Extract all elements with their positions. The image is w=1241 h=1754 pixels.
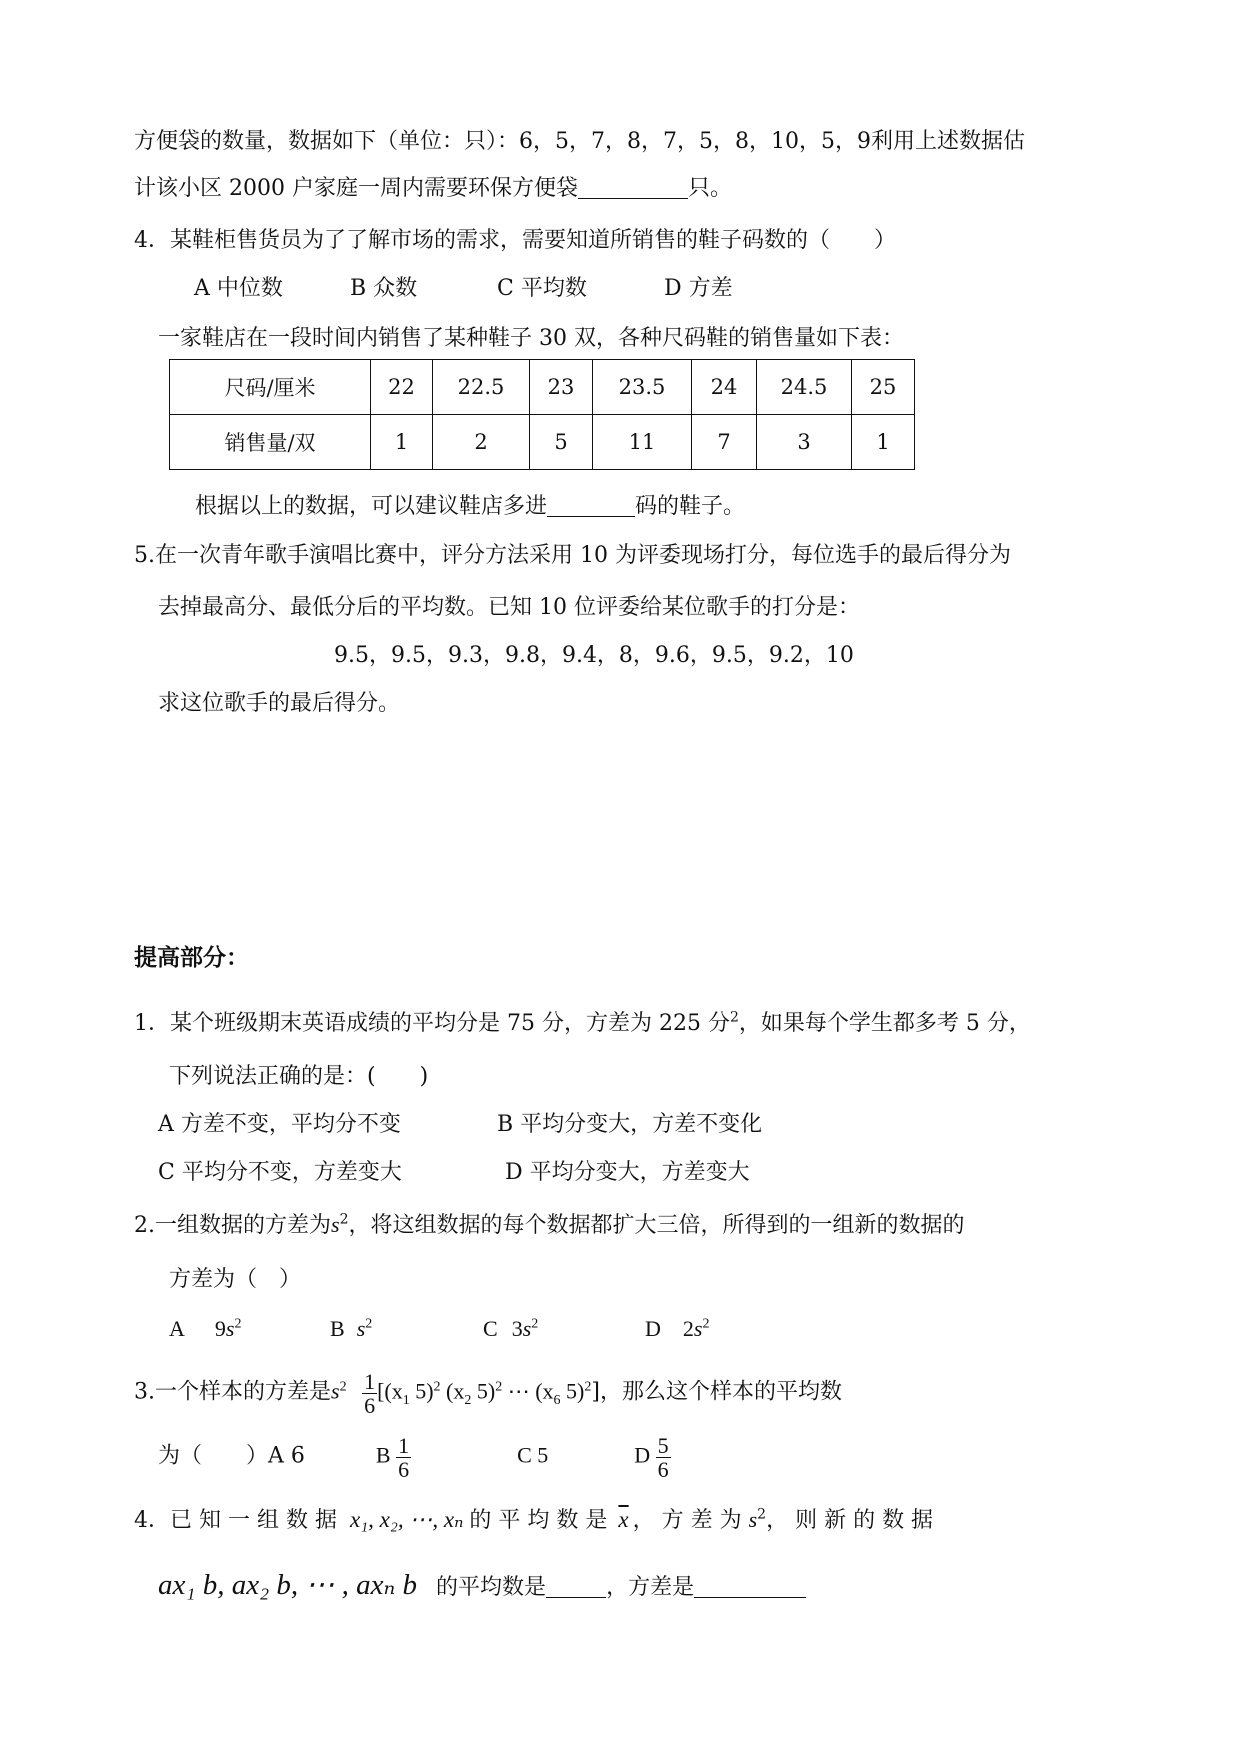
p4-text-mid2: ， 方 差 为 [632, 1508, 742, 1533]
denominator: 6 [364, 1393, 376, 1419]
numerator: 5 [657, 1433, 669, 1458]
p3-option-c: C 5 [517, 1442, 549, 1468]
p2-option-c [483, 1316, 538, 1342]
table-cell: 24.5 [757, 360, 852, 415]
p2-option-a [169, 1316, 241, 1342]
subscript: 1 [402, 1393, 410, 1409]
intro-line-2-text: 计该小区 2000 户家庭一周内需要环保方便袋 [134, 176, 578, 201]
p1-option-a: A 方差不变，平均分不变 [158, 1112, 401, 1137]
superscript: 2 [234, 1316, 242, 1332]
q5-line-4: 求这位歌手的最后得分。 [158, 691, 401, 716]
p4-line-2-end: ，方差是 [606, 1575, 695, 1600]
p4-text-mid: 的 平 均 数 是 [469, 1508, 608, 1533]
table-cell: 7 [692, 415, 757, 470]
intro-line-1: 方便袋的数量，数据如下（单位：只）：6，5，7，8，7，5，8，10，5，9利用上述数据估 [134, 129, 1025, 154]
option-value: 3 [511, 1316, 523, 1341]
formula-part: 5) [471, 1378, 496, 1404]
answer-blank[interactable] [578, 176, 688, 199]
formula-part: [(x [377, 1378, 403, 1404]
superscript: 2 [584, 1379, 592, 1395]
table-cell: 22.5 [433, 360, 530, 415]
mean-answer-blank[interactable] [546, 1575, 606, 1598]
formula-part: 5) [560, 1378, 585, 1404]
superscript: 2 [339, 1379, 347, 1395]
table-row [170, 360, 915, 415]
superscript: 2 [495, 1379, 503, 1395]
p1-line-2: 下列说法正确的是：( ) [169, 1064, 429, 1089]
superscript: 2 [433, 1379, 441, 1395]
p1-option-b: B 平均分变大，方差不变化 [497, 1112, 763, 1137]
p2-option-b [330, 1316, 372, 1342]
p2-option-d [645, 1316, 709, 1342]
table-cell: 25 [852, 360, 915, 415]
p1-superscript: 2 [729, 1009, 739, 1026]
p3-line-2 [158, 1434, 671, 1481]
formula-part: 5) [409, 1378, 434, 1404]
q5-line-2: 去掉最高分、最低分后的平均数。已知 10 位评委给某位歌手的打分是： [158, 595, 860, 620]
p3-option-d-label: D [634, 1442, 651, 1468]
intro-line-2 [134, 171, 732, 202]
p3-line-1 [134, 1370, 842, 1417]
transformed-sequence: ax₁ b, ax₂ b, ⋯ , axₙ b [158, 1569, 418, 1601]
p1-line-1-end: ，如果每个学生都多考 5 分， [738, 1011, 1031, 1036]
variance-symbol: s [522, 1316, 532, 1341]
table-cell: 5 [530, 415, 593, 470]
option-label: A [169, 1316, 185, 1341]
p3-text: 3.一个样本的方差是 [134, 1379, 331, 1405]
numerator: 1 [398, 1433, 410, 1458]
formula-part: (x [440, 1378, 465, 1404]
superscript: 2 [531, 1316, 539, 1332]
superscript: 2 [702, 1316, 710, 1332]
shoe-intro: 一家鞋店在一段时间内销售了某种鞋子 30 双，各种尺码鞋的销售量如下表： [158, 326, 904, 351]
table-cell: 22 [371, 360, 433, 415]
shoe-after-end: 码的鞋子。 [635, 494, 746, 519]
option-label: B [330, 1316, 345, 1341]
answer-blank[interactable] [547, 494, 635, 517]
variance-answer-blank[interactable] [694, 1575, 806, 1598]
superscript: 2 [365, 1316, 373, 1332]
p3-option-b-label: B [375, 1442, 391, 1468]
table-cell: 1 [371, 415, 433, 470]
variance-symbol: s [748, 1507, 758, 1532]
p4-line-1 [134, 1503, 933, 1534]
p1-line-1 [134, 1006, 1031, 1037]
shoe-after [195, 489, 745, 520]
q4-option-a: A 中位数 [194, 276, 283, 301]
option-value: 2 [682, 1316, 694, 1341]
table-cell: 3 [757, 415, 852, 470]
table-cell: 销售量/双 [170, 415, 371, 470]
option-label: D [645, 1316, 661, 1341]
q5-line-1: 5.在一次青年歌手演唱比赛中，评分方法采用 10 为评委现场打分，每位选手的最后得分为 [134, 543, 1011, 568]
p4-text-end: ， 则 新 的 数 据 [766, 1508, 934, 1533]
subscript: 6 [553, 1393, 561, 1409]
option-value: 9 [214, 1316, 226, 1341]
table-cell: 24 [692, 360, 757, 415]
p1-option-c: C 平均分不变，方差变大 [158, 1160, 402, 1185]
q4-option-d: D 方差 [664, 276, 733, 301]
variance-symbol: s [356, 1316, 366, 1341]
p2-line-1-text: 2.一组数据的方差为 [134, 1213, 331, 1238]
table-cell: 23.5 [593, 360, 692, 415]
q4-option-c: C 平均数 [497, 276, 587, 301]
superscript: 2 [339, 1211, 349, 1228]
q4-stem: 4．某鞋柜售货员为了了解市场的需求，需要知道所销售的鞋子码数的（ ） [134, 228, 896, 253]
table-row [170, 415, 915, 470]
denominator: 6 [657, 1457, 669, 1483]
option-label: C [483, 1316, 498, 1341]
variance-symbol: s [331, 1212, 340, 1237]
p1-line-1-text: 1．某个班级期末英语成绩的平均分是 75 分，方差为 225 分 [134, 1011, 730, 1036]
p2-line-1 [134, 1208, 965, 1239]
fraction-one-sixth [362, 1370, 377, 1417]
p4-text: 4．已 知 一 组 数 据 [134, 1508, 337, 1533]
q4-option-b: B 众数 [350, 276, 418, 301]
variance-symbol: s [693, 1316, 703, 1341]
intro-line-2-end: 只。 [687, 176, 732, 201]
table-cell: 1 [852, 415, 915, 470]
table-cell: 2 [433, 415, 530, 470]
shoe-size-table [169, 359, 915, 470]
p3-option-a: 为（ ）A 6 [158, 1443, 305, 1469]
p2-line-1-end: ，将这组数据的每个数据都扩大三倍，所得到的一组新的数据的 [348, 1213, 965, 1238]
shoe-after-text: 根据以上的数据，可以建议鞋店多进 [195, 494, 548, 519]
section-heading: 提高部分： [134, 945, 249, 971]
p3-text-end: ]，那么这个样本的平均数 [591, 1379, 842, 1405]
p4-line-2-text: 的平均数是 [436, 1575, 547, 1600]
superscript: 2 [757, 1506, 767, 1523]
p1-option-d: D 平均分变大，方差变大 [505, 1160, 750, 1185]
table-cell: 23 [530, 360, 593, 415]
fraction-five-sixths [656, 1434, 671, 1481]
p4-line-2 [158, 1567, 806, 1602]
denominator: 6 [398, 1457, 410, 1483]
variance-symbol: s [331, 1378, 340, 1404]
table-cell: 尺码/厘米 [170, 360, 371, 415]
p2-line-2: 方差为（ ） [169, 1267, 302, 1292]
fraction-one-sixth [396, 1434, 411, 1481]
mean-symbol: $\overline{x}$ [618, 1507, 629, 1532]
subscript: 2 [464, 1393, 472, 1409]
variance-symbol: s [225, 1316, 235, 1341]
table-cell: 11 [593, 415, 692, 470]
q5-scores: 9.5，9.5，9.3，9.8，9.4，8，9.6，9.5，9.2，10 [334, 643, 854, 668]
data-sequence: x₁, x₂, ⋯, xₙ [349, 1507, 464, 1532]
numerator: 1 [364, 1369, 376, 1394]
formula-part: ⋯ (x [502, 1378, 554, 1404]
